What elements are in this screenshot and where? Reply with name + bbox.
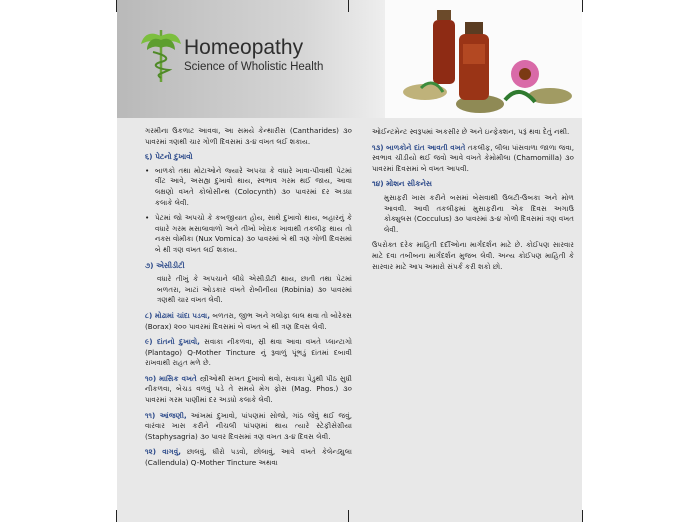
crop-mark (116, 510, 117, 522)
paragraph: ઉપરોક્ત દરેક માહિતી દર્દીઓના માર્ગદર્શન માટે છે. કોઈપણ સારવાર માટે દવા તબીબના માર્ગદર્શન મુજબ લેવી. અન્ય કોઈપણ માહિતી કે સારવાર માટે આપ અમારો સંપર્ક કરી શકો છો. (372, 240, 574, 271)
paragraph: સ્ત્રીઓથી સખત દુખાવો થવો, સવાકા પેડુથી પીઠ સુધી નીકળવા, બેચડ વળવું પડે તે સમયે મેગ ફોસ (Mag. Phos.) ૩૦ પાવરમાં ગરમ પાણીમાં દર અડધો કલાકે લેવી. (145, 373, 352, 405)
crop-mark (348, 510, 349, 522)
document-page (117, 0, 582, 522)
right-text-column (372, 127, 574, 277)
remedy-bottles-illustration (385, 0, 582, 118)
crop-mark (582, 0, 583, 12)
page-title: Homeopathy (184, 36, 304, 59)
header-banner (117, 0, 582, 118)
section-heading: ૭) એસીડીટી (145, 260, 185, 270)
inline-heading: ૯) દાંતનો દુખાવો, (145, 337, 200, 347)
paragraph: આંખમાં દુખાવો, પાંપણમાં સોજો, ગાંઠ જેવું થઈ જવું, વારંવાર ખાસ કરીને નીચલી પાંપણમાં થાય ત્યારે સ્ટેફીસેગ્રીયા (Staphysagria) ૩૦ પાવર દિવસમાં ત્રણ વખત ૩-૪ દિવસ લેવી. (145, 410, 352, 441)
left-text-column (145, 126, 352, 474)
paragraph: મુસાફરી ખાસ કરીને બસમાં બેસવાથી ઉલટી-ઉબકા અને મોળ આવવી. આવી તકલીફમાં મુસાફરીના એક દિવસ અગાઉ કોક્યુલસ (Cocculus) ૩૦ પાવરમાં ૩-૪ ગોળી દિવસમાં ત્રણ વખત લેવી. (384, 192, 574, 234)
paragraph: સવાકા નીકળવા, સ્રી થવા આવા વખતે પ્લાન્ટાગો (Plantago) Q-Mother Tincture નું રૂવાળું પૂંભડું દાંતમાં દબાવી રાખવાથી રાહત મળે છે. (145, 337, 352, 368)
paragraph: બળતરા, જીભ અને ગલોફા લાલ થવા તો બોરેક્સ (Borax) ૨૦૦ પાવરમાં દિવસમાં બે વખત બે થી ત્રણ દિવસ લેવી. (145, 310, 352, 331)
paragraph: ગરમીના ઉકળાટ આવવા, આ સમયે કેન્થારીસ (Cantharides) ૩૦ પાવરમાં ત્રણથી ચાર ગોળી દિવસમાં ૩-૪ વખત લઈ શકાય. (145, 126, 352, 146)
paragraph: તકલીફ, લીલા પાંસવાળા જાળા જવા, સ્વભાવ ચીડીયો થઈ જવો આવે વખતે કેમોમીલા (Chamomilla) ૩૦ પાવરમાં દિવસમાં બે વખત આપવી. (372, 142, 574, 173)
inline-heading: ૧૩) બાળકોને દાંત આવતી વખતે (372, 142, 466, 152)
inline-heading: ૧૦) માસિક વખતે (145, 373, 197, 383)
crop-mark (582, 510, 583, 522)
inline-heading: ૮) મોઢામાં ચાંદા પડવા, (145, 310, 210, 320)
crop-mark (116, 0, 117, 12)
page-subtitle: Science of Wholistic Health (184, 61, 324, 73)
bullet-item: • બાળકો તથા મોટાઓને જ્યારે અપચા કે વધારે ખાવા-પીવાથી પેટમાં વીંટ આવે, અસહ્ય દુખાવો થાય, સ્વભાવ ગરમ થઈ જાય, આવા લક્ષણો વખતે કોલોસીન્થ (Colocynth) ૩૦ પાવરમાં દર અડધા કલાકે લેવી. (145, 166, 352, 208)
inline-heading: ૧૨) વાગવું, (145, 447, 181, 457)
caduceus-leaf-logo-icon (139, 26, 183, 84)
crop-mark (348, 0, 349, 12)
paragraph: છાલવું, ઘીરો પડવો, છોલાવું, આવે વખતે કેલેન્ડ્યુલા (Callendula) Q-Mother Tincture અથવા (145, 447, 352, 468)
bullet-item: • પેટમાં જો અપચો કે કબજીયાત હોય, સાથે દુખાવો થાય, બહારનું કે વધારે ગરમ મસાલાવાળો અને તીખો ખોરાક ખાવાથી તકલીફ થાય તો નક્સ વોમીકા (Nux Vomica) ૩૦ પાવરમાં બે થી ત્રણ ગોળી દિવસમાં બે થી ત્રણ વખત લઈ શકાય. (145, 213, 352, 255)
paragraph: ઓઈન્ટમેન્ટ સ્વરૂપમાં અકસીર છે અને ઇન્ફેક્શન, પરૂં થવા દેતું નથી. (372, 127, 570, 136)
paragraph: વધારે તીખું કે અપચાને લીધે એસીડીટી થાય, છાતી તથા પેટમાં બળતરા, ખાટાં ઓડકાર વખતે રોબીનીયા (Robinia) ૩૦ પાવરમાં ત્રણથી ચાર વખત લેવી. (157, 274, 352, 305)
section-heading: ૬) પેટનો દુખાવો (145, 152, 193, 162)
inline-heading: ૧૧) આંજણી, (145, 410, 187, 420)
section-heading: ૧૪) મોશન સીકનેસ (372, 179, 432, 189)
